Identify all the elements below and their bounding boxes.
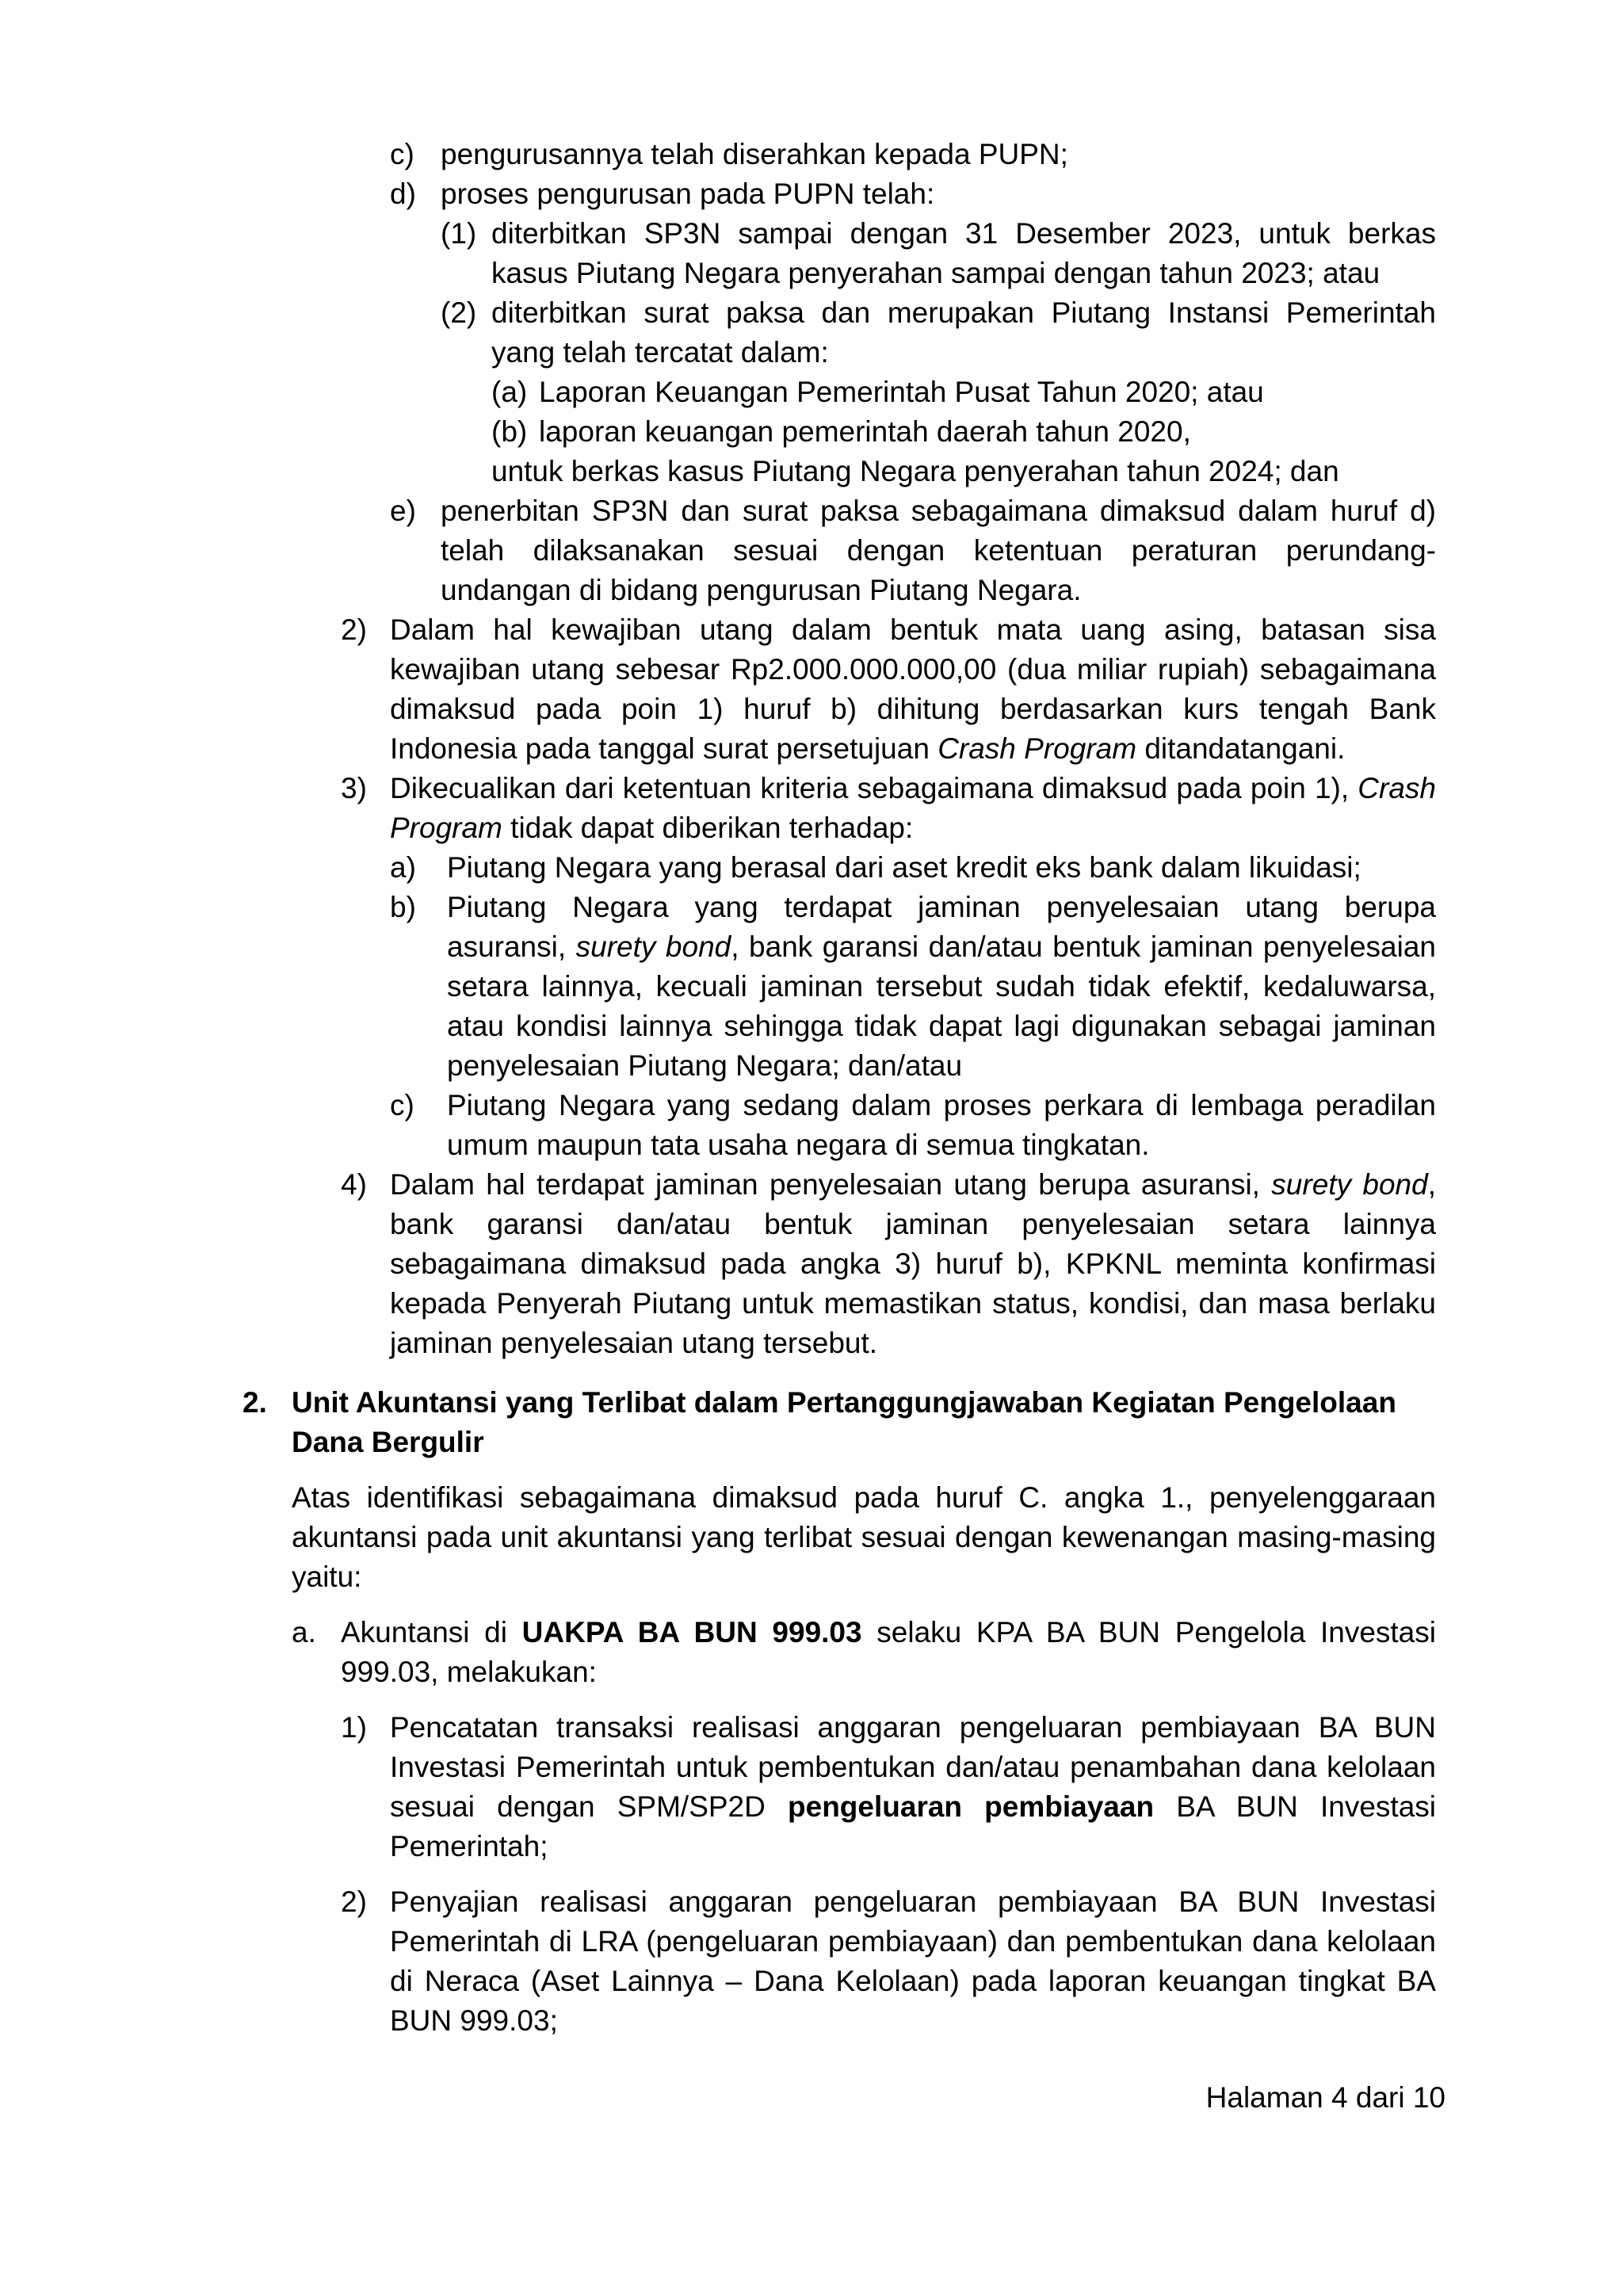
list-text: Piutang Negara yang sedang dalam proses perkara di lembaga peradilan umum maupun tata usaha negara di semua tingkatan. [447, 1089, 1436, 1161]
list-text: proses pengurusan pada PUPN telah: [441, 178, 935, 210]
list-text: Penyajian realisasi anggaran pengeluaran pembiayaan BA BUN Investasi Pemerintah di LRA (pengeluaran pembiayaan) dan pembentukan dana kelolaan di Neraca (Aset Lainnya – Dana Kelolaan) pada laporan keuangan tingkat BA BUN 999.03; [390, 1885, 1436, 2037]
list-marker: c) [390, 138, 414, 170]
list-item-3b [390, 888, 1436, 1086]
list-marker: d) [390, 178, 416, 210]
list-item-4 [341, 1165, 1436, 1363]
list-item-d [390, 174, 1436, 214]
list-marker: 1) [341, 1711, 367, 1744]
list-item-e [390, 491, 1436, 610]
list-marker: e) [390, 495, 416, 527]
list-text: pengurusannya telah diserahkan kepada PUPN; [441, 138, 1068, 170]
list-text: penerbitan SP3N dan surat paksa sebagaimana dimaksud dalam huruf d) telah dilaksanakan sesuai dengan ketentuan peraturan perundang-undangan di bidang pengurusan Piutang Negara. [441, 495, 1436, 606]
section-title: Unit Akuntansi yang Terlibat dalam Pertanggungjawaban Kegiatan Pengelolaan Dana Bergulir [292, 1386, 1396, 1458]
page-number: Halaman 4 dari 10 [1205, 2081, 1445, 2114]
list-text: diterbitkan SP3N sampai dengan 31 Desember 2023, untuk berkas kasus Piutang Negara penyerahan sampai dengan tahun 2023; atau [491, 217, 1436, 289]
list-text: Akuntansi di UAKPA BA BUN 999.03 selaku KPA BA BUN Pengelola Investasi 999.03, melakukan: [341, 1616, 1436, 1688]
list-marker: b) [390, 891, 416, 923]
list-marker: 4) [341, 1168, 367, 1201]
list-marker: (2) [441, 296, 477, 329]
list-text: Pencatatan transaksi realisasi anggaran pengeluaran pembiayaan BA BUN Investasi Pemerintah untuk pembentukan dan/atau penambahan dana kelolaan sesuai dengan SPM/SP2D pengeluaran pembiayaan BA BUN Investasi Pemerintah; [390, 1711, 1436, 1862]
list-item-d2 [441, 293, 1436, 372]
list-text: Piutang Negara yang terdapat jaminan penyelesaian utang berupa asuransi, surety bond, bank garansi dan/atau bentuk jaminan penyelesaian setara lainnya, kecuali jaminan tersebut sudah tidak efektif, kedaluwarsa, atau kondisi lainnya sehingga tidak dapat lagi digunakan sebagai jaminan penyelesaian Piutang Negara; dan/atau [447, 891, 1436, 1082]
section-number: 2. [242, 1386, 267, 1419]
list-marker: (1) [441, 217, 477, 250]
section-intro: Atas identifikasi sebagaimana dimaksud pada huruf C. angka 1., penyelenggaraan akuntansi pada unit akuntansi yang terlibat sesuai dengan kewenangan masing-masing yaitu: [292, 1481, 1436, 1593]
list-marker: a) [390, 851, 416, 884]
list-item-d2a [491, 372, 1436, 412]
list-marker: 2) [341, 1885, 367, 1918]
list-item-3a [390, 848, 1436, 888]
list-text: diterbitkan surat paksa dan merupakan Piutang Instansi Pemerintah yang telah tercatat dalam: [491, 296, 1436, 369]
section-heading [242, 1383, 1436, 1462]
list-text: Dalam hal kewajiban utang dalam bentuk mata uang asing, batasan sisa kewajiban utang sebesar Rp2.000.000.000,00 (dua miliar rupiah) sebagaimana dimaksud pada poin 1) huruf b) dihitung berdasarkan kurs tengah Bank Indonesia pada tanggal surat persetujuan Crash Program ditandatangani. [390, 613, 1436, 765]
list-item-3c [390, 1086, 1436, 1165]
list-text: Dalam hal terdapat jaminan penyelesaian utang berupa asuransi, surety bond, bank garansi dan/atau bentuk jaminan penyelesaian setara lainnya sebagaimana dimaksud pada angka 3) huruf b), KPKNL meminta konfirmasi kepada Penyerah Piutang untuk memastikan status, kondisi, dan masa berlaku jaminan penyelesaian utang tersebut. [390, 1168, 1436, 1359]
list-tail-text: untuk berkas kasus Piutang Negara penyerahan tahun 2024; dan [491, 455, 1339, 487]
list-marker: 2) [341, 613, 367, 646]
list-item-a [292, 1613, 1436, 1692]
list-item-3 [341, 769, 1436, 848]
list-marker: a. [292, 1616, 316, 1648]
list-item-a2 [341, 1882, 1436, 2041]
list-marker: c) [390, 1089, 414, 1121]
list-marker: (b) [491, 415, 528, 448]
list-text: Piutang Negara yang berasal dari aset kredit eks bank dalam likuidasi; [447, 851, 1361, 884]
list-item-d2b [491, 412, 1436, 452]
list-text: Dikecualikan dari ketentuan kriteria sebagaimana dimaksud pada poin 1), Crash Program tidak dapat diberikan terhadap: [390, 772, 1436, 844]
list-item-a1 [341, 1708, 1436, 1866]
list-marker: 3) [341, 772, 367, 804]
list-text: laporan keuangan pemerintah daerah tahun 2020, [539, 415, 1191, 448]
list-item-c [390, 135, 1436, 174]
list-item-2 [341, 610, 1436, 769]
list-text: Laporan Keuangan Pemerintah Pusat Tahun 2020; atau [539, 376, 1264, 408]
list-item-d1 [441, 214, 1436, 293]
list-marker: (a) [491, 376, 528, 408]
